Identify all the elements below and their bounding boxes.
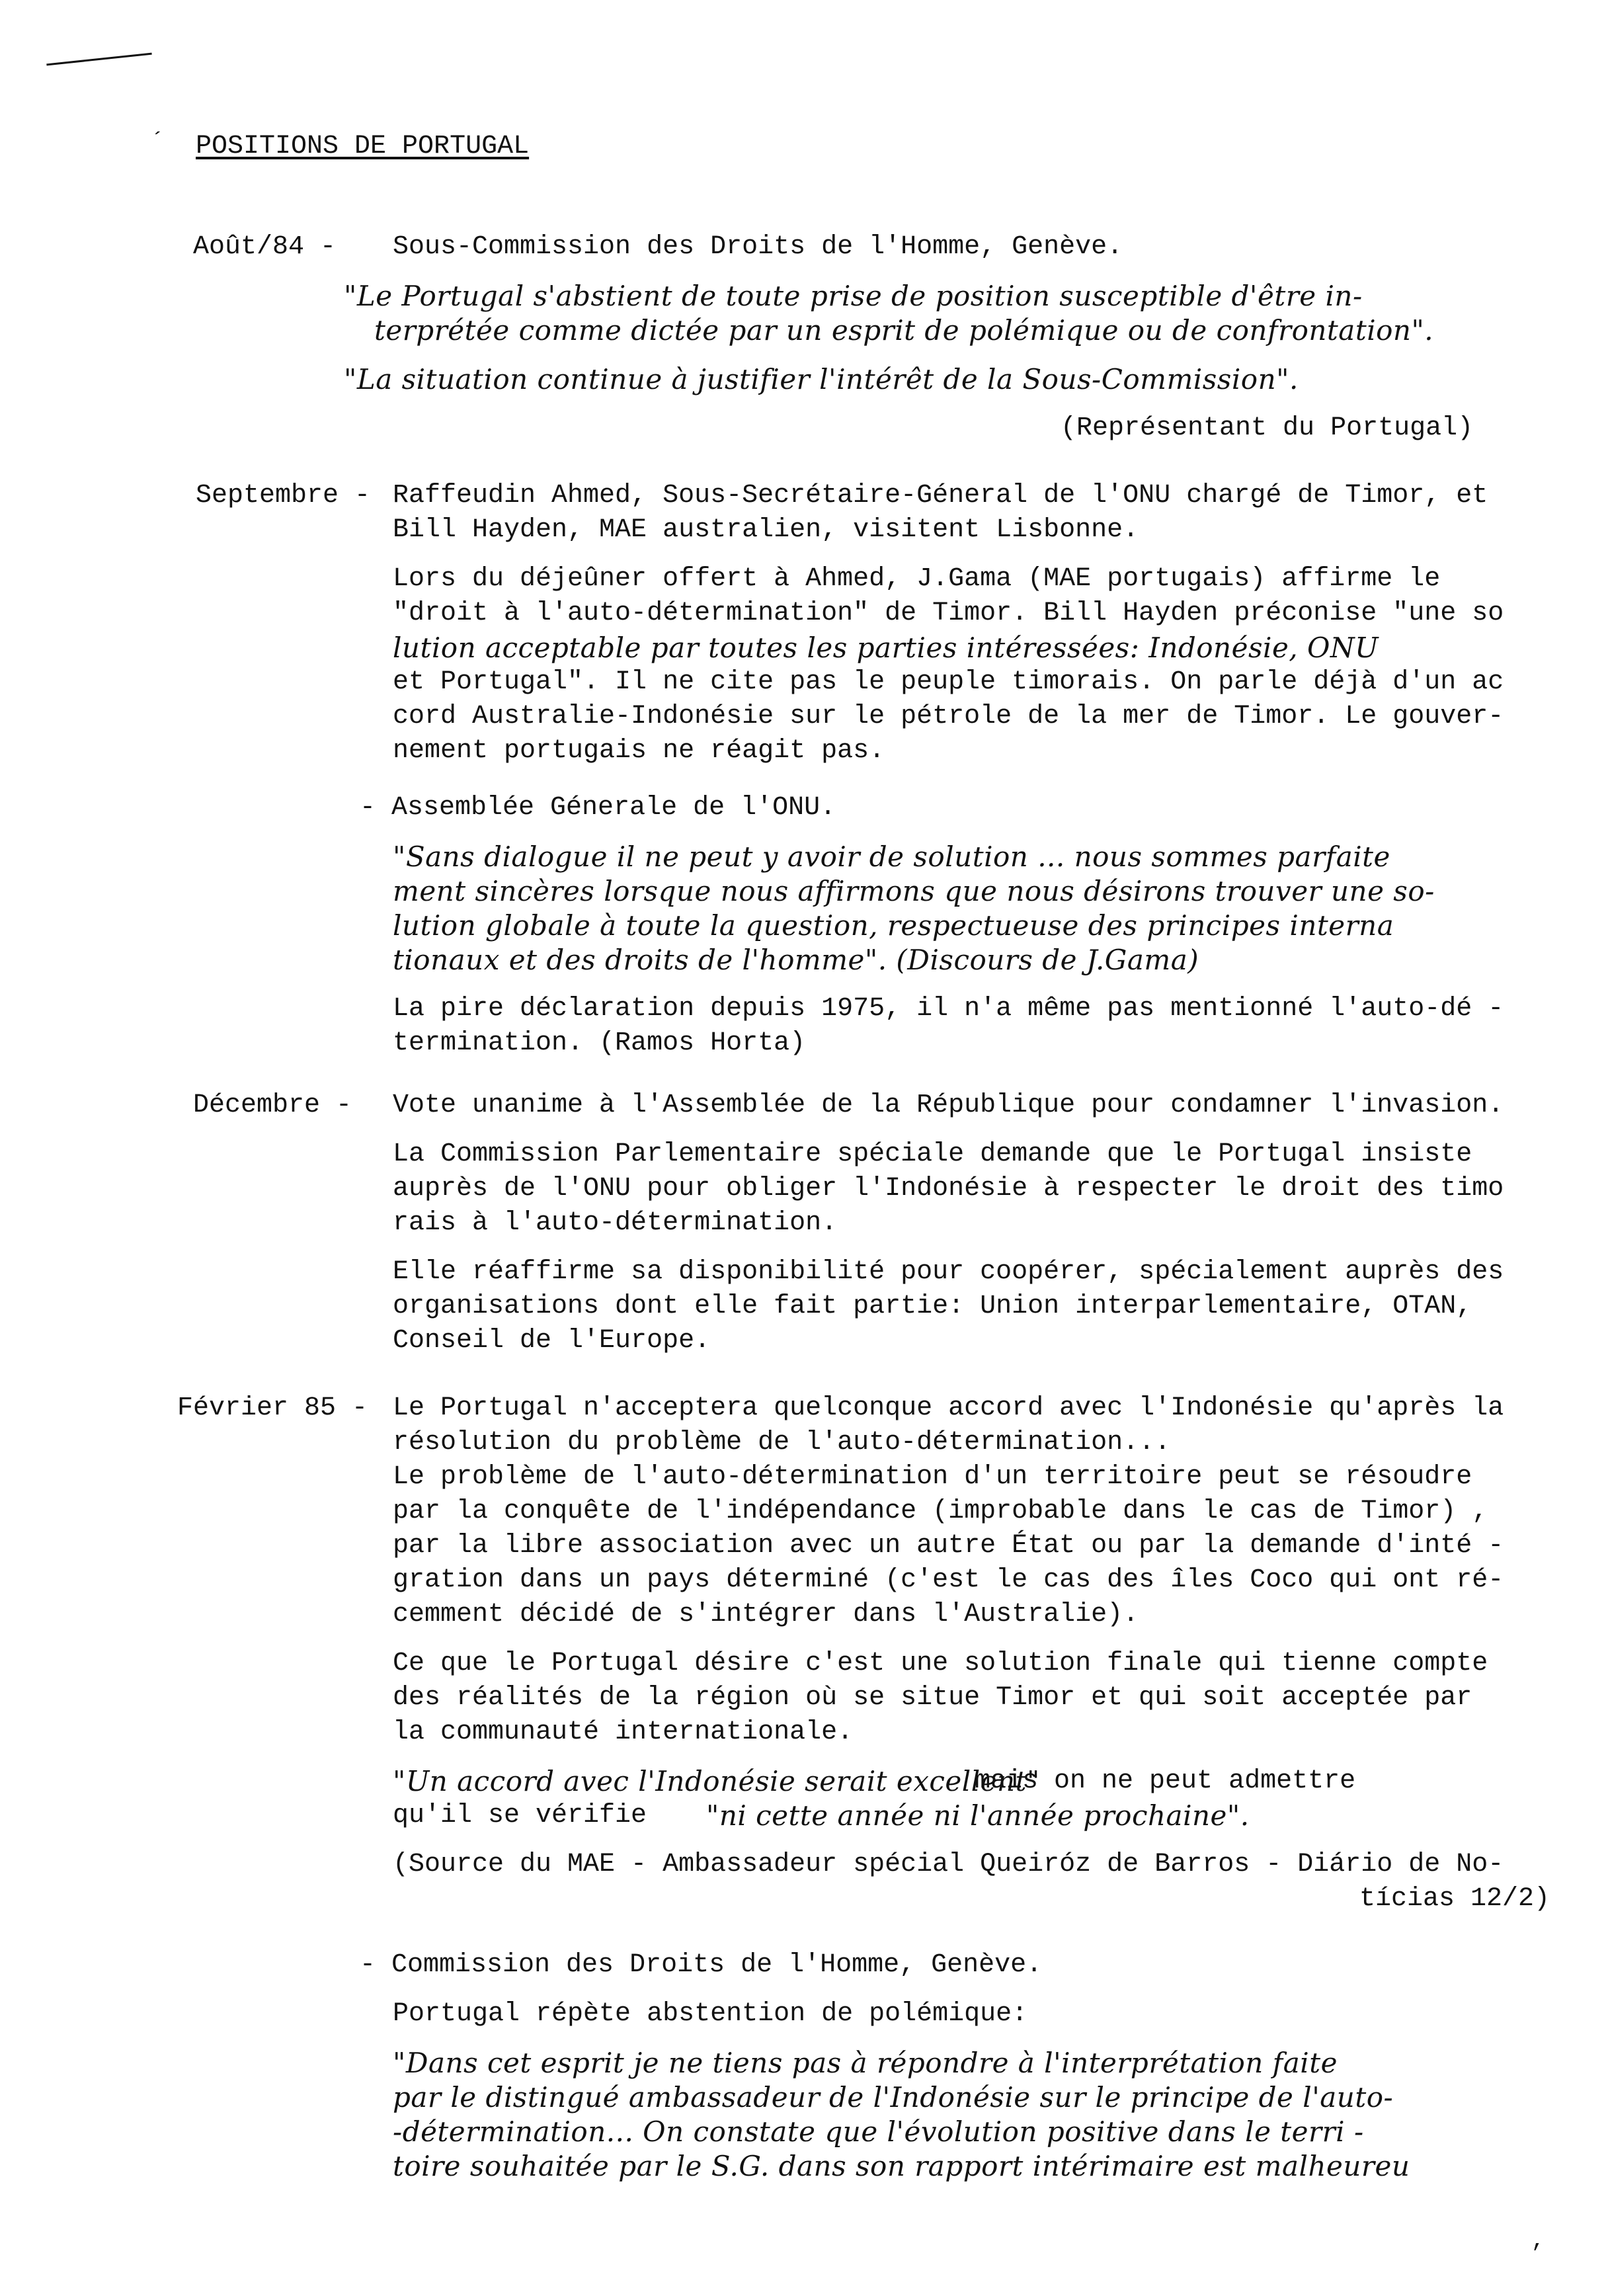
source-line: tícias 12/2)	[1359, 1884, 1550, 1914]
section-heading: Sous-Commission des Droits de l'Homme, Genève.	[393, 232, 1123, 262]
text-line: Bill Hayden, MAE australien, visitent Lisbonne.	[393, 515, 1139, 545]
quote-line: "Dans cet esprit je ne tiens pas à répondre à l'interprétation faite	[393, 2047, 1338, 2079]
text-line: résolution du problème de l'auto-détermination...	[393, 1428, 1171, 1457]
text-line: Elle réaffirme sa disponibilité pour coopérer, spécialement auprès des	[393, 1257, 1504, 1287]
text-line: par la libre association avec un autre État ou par la demande d'inté -	[393, 1531, 1504, 1561]
quote-fragment: "Un accord avec l'Indonésie serait excellent"	[393, 1765, 1040, 1797]
text-line: Portugal répète abstention de polémique:	[393, 1999, 1028, 2029]
text-line: cord Australie-Indonésie sur le pétrole de la mer de Timor. Le gouver-	[393, 702, 1504, 731]
subsection-heading: - Assemblée Génerale de l'ONU.	[360, 793, 836, 823]
text-fragment: mais on ne peut admettre	[975, 1766, 1356, 1796]
text-line: cemment décidé de s'intégrer dans l'Australie).	[393, 1600, 1139, 1629]
page-title: POSITIONS DE PORTUGAL	[196, 132, 530, 161]
quote-line: "Le Portugal s'abstient de toute prise de position susceptible d'être in-	[344, 280, 1363, 312]
text-line: et Portugal". Il ne cite pas le peuple timorais. On parle déjà d'un ac	[393, 667, 1504, 697]
text-line: Lors du déjeûner offert à Ahmed, J.Gama (MAE portugais) affirme le	[393, 564, 1441, 594]
section-date: Août/84 -	[193, 232, 337, 262]
quote-line: lution globale à toute la question, respectueuse des principes interna	[393, 909, 1394, 942]
text-line: par la conquête de l'indépendance (improbable dans le cas de Timor) ,	[393, 1496, 1488, 1526]
quote-line: terprétée comme dictée par un esprit de polémique ou de confrontation".	[374, 314, 1434, 347]
quote-line: "Sans dialogue il ne peut y avoir de solution ... nous sommes parfaite	[393, 840, 1390, 873]
text-line: La pire déclaration depuis 1975, il n'a même pas mentionné l'auto-dé -	[393, 994, 1504, 1024]
quote-line: -détermination... On constate que l'évolution positive dans le terri -	[393, 2115, 1364, 2148]
quote-line: par le distingué ambassadeur de l'Indonésie sur le principe de l'auto-	[393, 2081, 1394, 2113]
section-date: Février 85 -	[177, 1393, 368, 1423]
text-line: "droit à l'auto-détermination" de Timor. Bill Hayden préconise "une so	[393, 598, 1504, 628]
text-line: nement portugais ne réagit pas.	[393, 736, 885, 766]
quote-line: ment sincères lorsque nous affirmons que nous désirons trouver une so-	[393, 875, 1435, 907]
small-mark: ,	[1531, 2229, 1545, 2254]
subsection-heading: - Commission des Droits de l'Homme, Genève.	[360, 1950, 1043, 1980]
text-line: La Commission Parlementaire spéciale demande que le Portugal insiste	[393, 1139, 1472, 1169]
text-line: des réalités de la région où se situe Timor et qui soit acceptée par	[393, 1683, 1472, 1713]
attribution: (Représentant du Portugal)	[1061, 413, 1474, 443]
text-fragment: qu'il se vérifie	[393, 1801, 647, 1830]
source-line: (Source du MAE - Ambassadeur spécial Queiróz de Barros - Diário de No-	[393, 1850, 1504, 1879]
text-line: organisations dont elle fait partie: Union interparlementaire, OTAN,	[393, 1292, 1472, 1321]
quote-line: toire souhaitée par le S.G. dans son rapport intérimaire est malheureu	[393, 2150, 1410, 2182]
text-line: Le problème de l'auto-détermination d'un territoire peut se résoudre	[393, 1462, 1472, 1492]
text-line: rais à l'auto-détermination.	[393, 1208, 838, 1238]
section-date: Septembre -	[196, 481, 371, 511]
text-line: Raffeudin Ahmed, Sous-Secrétaire-Géneral de l'ONU chargé de Timor, et	[393, 481, 1488, 511]
text-line: gration dans un pays déterminé (c'est le cas des îles Coco qui ont ré-	[393, 1565, 1504, 1595]
text-line: auprès de l'ONU pour obliger l'Indonésie à respecter le droit des timo	[393, 1174, 1504, 1204]
quote-line: "La situation continue à justifier l'intérêt de la Sous-Commission".	[344, 363, 1299, 395]
quote-line: lution acceptable par toutes les parties intéressées: Indonésie, ONU	[393, 632, 1379, 664]
pen-stroke-mark	[46, 53, 151, 66]
quote-line: tionaux et des droits de l'homme". (Discours de J.Gama)	[393, 944, 1199, 976]
text-line: termination. (Ramos Horta)	[393, 1028, 806, 1058]
text-line: Ce que le Portugal désire c'est une solution finale qui tienne compte	[393, 1649, 1488, 1678]
text-line: Conseil de l'Europe.	[393, 1326, 711, 1356]
text-line: Le Portugal n'acceptera quelconque accord avec l'Indonésie qu'après la	[393, 1393, 1504, 1423]
text-line: la communauté internationale.	[393, 1717, 854, 1747]
text-line: Vote unanime à l'Assemblée de la République pour condamner l'invasion.	[393, 1090, 1504, 1120]
small-tick-mark: ´	[151, 130, 165, 155]
quote-fragment: "ni cette année ni l'année prochaine".	[706, 1799, 1250, 1832]
section-date: Décembre -	[193, 1090, 352, 1120]
